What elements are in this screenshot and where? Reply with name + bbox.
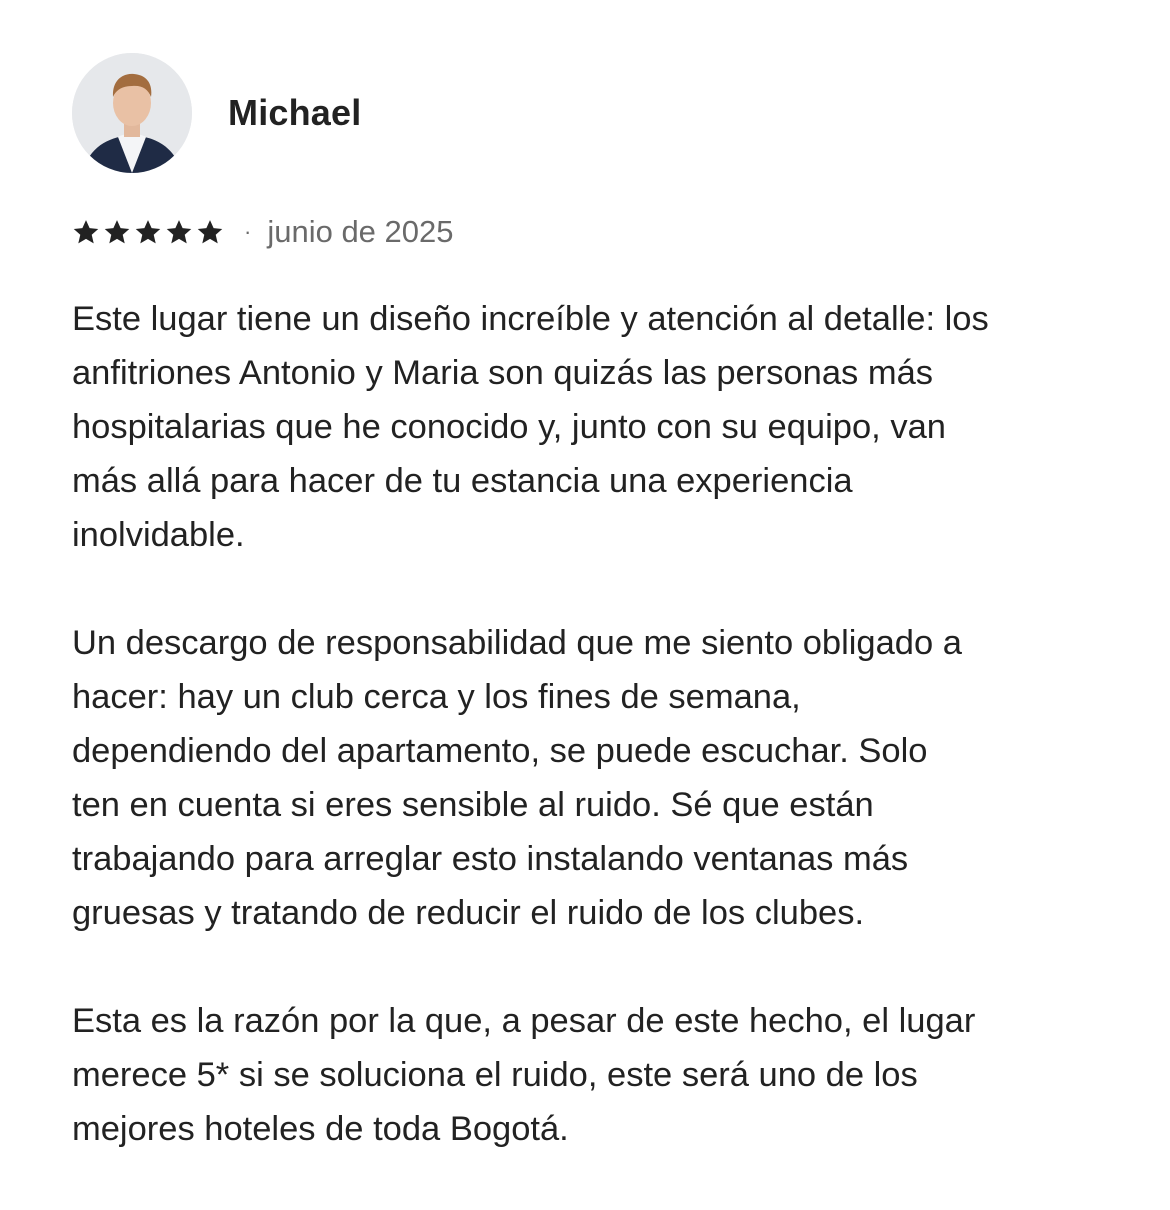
- review-paragraph: Un descargo de responsabilidad que me siento obligado a hacer: hay un club cerca y los fines de semana, dependiendo del apartamento, se puede escuchar. Solo ten en cuenta si eres sensible al ruido. Sé que están trabajando para arreglar esto instalando ventanas más gruesas y tratando de reducir el ruido de los clubes.: [72, 624, 962, 932]
- person-photo-icon: [72, 53, 192, 173]
- review-paragraph: Esta es la razón por la que, a pesar de este hecho, el lugar merece 5* si se soluciona el ruido, este será uno de los mejores hoteles de toda Bogotá.: [72, 1002, 976, 1148]
- reviewer-header: [72, 53, 361, 173]
- avatar[interactable]: [72, 53, 192, 173]
- star-icon: [103, 218, 131, 246]
- star-icon: [165, 218, 193, 246]
- star-icon: [72, 218, 100, 246]
- star-rating: [72, 218, 224, 246]
- review-date: junio de 2025: [267, 214, 454, 249]
- reviewer-name[interactable]: Michael: [228, 92, 362, 133]
- star-icon: [196, 218, 224, 246]
- separator-dot: ·: [244, 219, 252, 244]
- review-meta: [72, 212, 454, 252]
- star-icon: [134, 218, 162, 246]
- review-text: [72, 292, 1132, 1210]
- review-paragraph: Este lugar tiene un diseño increíble y atención al detalle: los anfitriones Antonio y Maria son quizás las personas más hospitalarias que he conocido y, junto con su equipo, van más allá para hacer de tu estancia una experiencia inolvidable.: [72, 300, 989, 554]
